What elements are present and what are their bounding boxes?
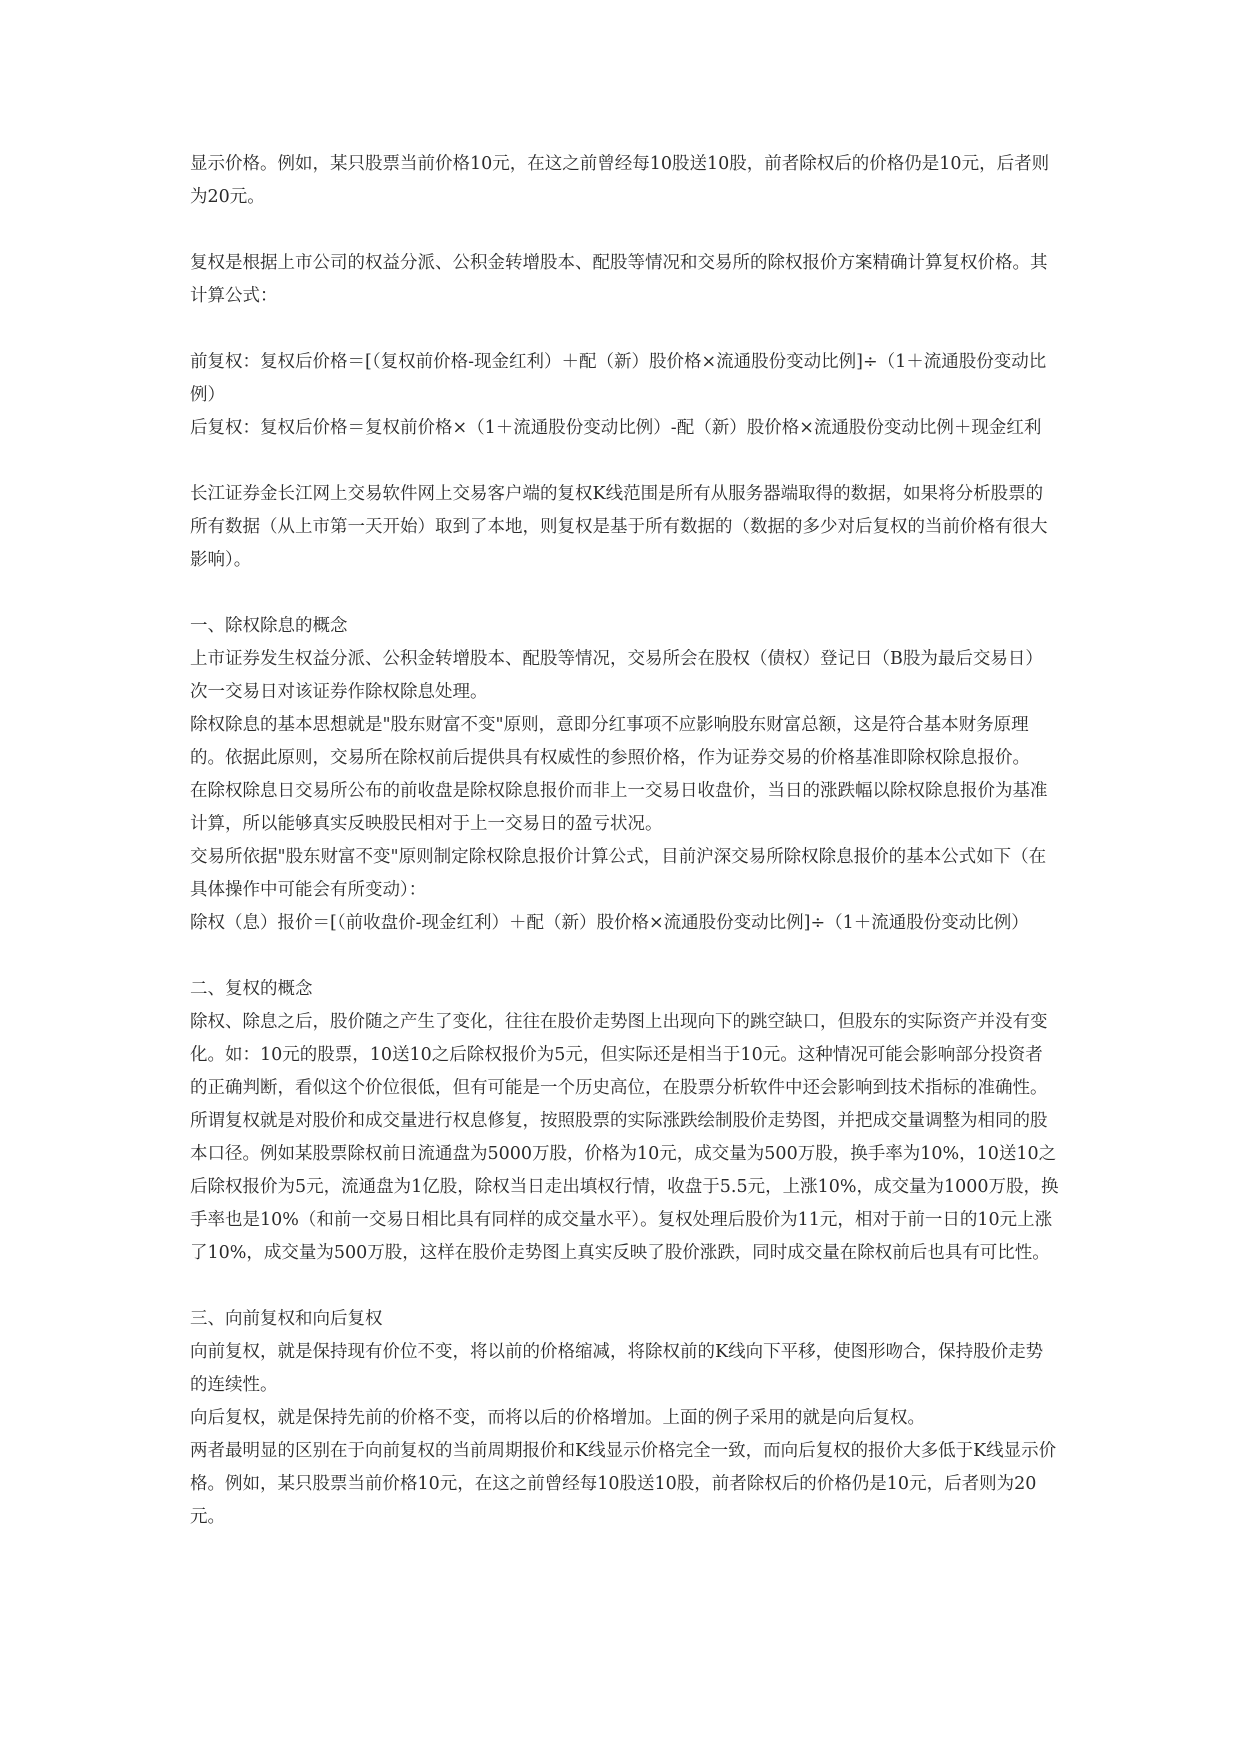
paragraph: 除权（息）报价＝[（前收盘价-现金红利）＋配（新）股价格×流通股份变动比例]÷（1＋流通股份变动比例）	[190, 913, 1029, 933]
paragraph: 除权、除息之后，股价随之产生了变化，往往在股价走势图上出现向下的跳空缺口，但股东的实际资产并没有变化。如：10元的股票，10送10之后除权报价为5元，但实际还是相当于10元。这种情况可能会影响部分投资者的正确判断，看似这个价位很低，但有可能是一个历史高位，在股票分析软件中还会影响到技术指标的准确性。	[190, 1012, 1048, 1098]
paragraph-spacer	[190, 577, 1060, 610]
paragraph-spacer	[190, 313, 1060, 346]
paragraph: 三、向前复权和向后复权	[190, 1309, 383, 1329]
paragraph: 所谓复权就是对股价和成交量进行权息修复，按照股票的实际涨跌绘制股价走势图，并把成交量调整为相同的股本口径。例如某股票除权前日流通盘为5000万股，价格为10元，成交量为500万股，换手率为10%，10送10之后除权报价为5元，流通盘为1亿股，除权当日走出填权行情，收盘于5.5元，上涨10%，成交量为1000万股，换手率也是10%（和前一交易日相比具有同样的成交量水平）。复权处理后股价为11元，相对于前一日的10元上涨了10%，成交量为500万股，这样在股价走势图上真实反映了股价涨跌，同时成交量在除权前后也具有可比性。	[190, 1111, 1059, 1263]
paragraph-spacer	[190, 445, 1060, 478]
paragraph-spacer	[190, 214, 1060, 247]
paragraph-spacer	[190, 1270, 1060, 1303]
paragraph-spacer	[190, 940, 1060, 973]
paragraph: 两者最明显的区别在于向前复权的当前周期报价和K线显示价格完全一致，而向后复权的报价大多低于K线显示价格。例如，某只股票当前价格10元，在这之前曾经每10股送10股，前者除权后的价格仍是10元，后者则为20元。	[190, 1441, 1057, 1527]
paragraph: 向前复权，就是保持现有价位不变，将以前的价格缩减，将除权前的K线向下平移，使图形吻合，保持股价走势的连续性。	[190, 1342, 1044, 1395]
paragraph: 长江证券金长江网上交易软件网上交易客户端的复权K线范围是所有从服务器端取得的数据，如果将分析股票的所有数据（从上市第一天开始）取到了本地，则复权是基于所有数据的（数据的多少对后复权的当前价格有很大影响）。	[190, 484, 1048, 570]
paragraph: 一、除权除息的概念	[190, 616, 348, 636]
paragraph: 显示价格。例如，某只股票当前价格10元，在这之前曾经每10股送10股，前者除权后的价格仍是10元，后者则为20元。	[190, 154, 1050, 207]
paragraph: 后复权：复权后价格＝复权前价格×（1＋流通股份变动比例）-配（新）股价格×流通股份变动比例＋现金红利	[190, 418, 1042, 438]
paragraph: 复权是根据上市公司的权益分派、公积金转增股本、配股等情况和交易所的除权报价方案精确计算复权价格。其计算公式：	[190, 253, 1048, 306]
paragraph: 二、复权的概念	[190, 979, 313, 999]
paragraph: 除权除息的基本思想就是"股东财富不变"原则，意即分红事项不应影响股东财富总额，这是符合基本财务原理的。依据此原则，交易所在除权前后提供具有权威性的参照价格，作为证券交易的价格基准即除权除息报价。	[190, 715, 1030, 768]
paragraph: 上市证券发生权益分派、公积金转增股本、配股等情况，交易所会在股权（债权）登记日（B股为最后交易日）次一交易日对该证券作除权除息处理。	[190, 649, 1043, 702]
paragraph: 在除权除息日交易所公布的前收盘是除权除息报价而非上一交易日收盘价，当日的涨跌幅以除权除息报价为基准计算，所以能够真实反映股民相对于上一交易日的盈亏状况。	[190, 781, 1048, 834]
paragraph: 前复权：复权后价格＝[（复权前价格-现金红利）＋配（新）股价格×流通股份变动比例]÷（1＋流通股份变动比例）	[190, 352, 1047, 405]
paragraph: 向后复权，就是保持先前的价格不变，而将以后的价格增加。上面的例子采用的就是向后复权。	[190, 1408, 925, 1428]
paragraph: 交易所依据"股东财富不变"原则制定除权除息报价计算公式，目前沪深交易所除权除息报价的基本公式如下（在具体操作中可能会有所变动）：	[190, 847, 1047, 900]
document-body	[190, 148, 1060, 1534]
